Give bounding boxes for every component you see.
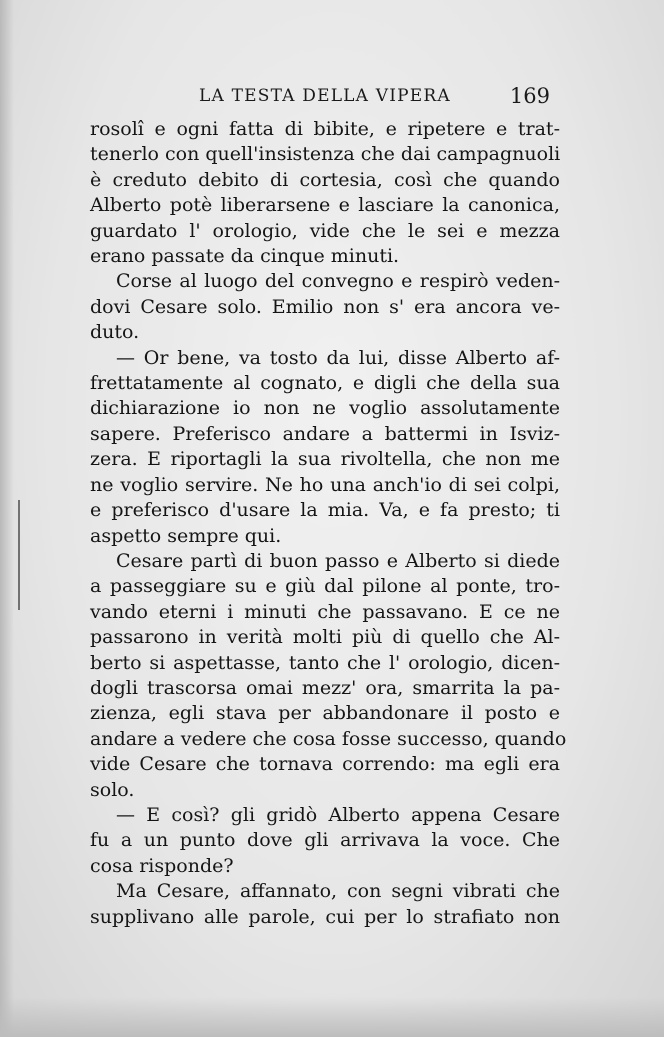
text-line: cosa risponde?: [90, 854, 234, 877]
text-line: Ma Cesare, affannato, con segni vibrati che: [116, 880, 560, 903]
text-line: è creduto debito di cortesia, così che quando: [90, 168, 560, 191]
text-line: guardato l' orologio, vide che le sei e mezza: [90, 219, 560, 242]
text-line: dichiarazione io non ne voglio assolutamente: [90, 397, 560, 420]
text-line: Cesare partì di buon passo e Alberto si diede: [116, 549, 560, 572]
text-line: frettatamente al cognato, e digli che della sua: [90, 372, 560, 395]
text-line: Alberto potè liberarsene e lasciare la canonica,: [90, 194, 560, 217]
text-line: — Or bene, va tosto da lui, disse Alberto af-: [116, 346, 560, 369]
page-shadow-left: [0, 0, 14, 1037]
text-line: dogli trascorsa omai mezz' ora, smarrita la pa-: [90, 676, 560, 699]
body-text: [90, 117, 567, 930]
text-line: rosolî e ogni fatta di bibite, e ripetere e trat-: [90, 118, 560, 140]
text-line: zera. E riportagli la sua rivoltella, che non me: [90, 448, 560, 471]
text-line: sapere. Preferisco andare a battermi in Isviz-: [90, 422, 560, 445]
text-line: e preferisco d'usare la mia. Va, e fa presto; ti: [90, 499, 560, 522]
text-line: zienza, egli stava per abbandonare il posto e: [90, 702, 560, 725]
text-line: berto si aspettasse, tanto che l' orologio, dicen-: [90, 651, 560, 674]
text-line: solo.: [90, 778, 135, 801]
text-line: passarono in verità molti più di quello che Al-: [90, 626, 560, 649]
text-line: a passeggiare su e giù dal pilone al ponte, tro-: [90, 575, 560, 598]
text-line: ne voglio servire. Ne ho una anch'io di sei colpi,: [90, 473, 560, 496]
text-line: aspetto sempre qui.: [90, 524, 282, 547]
page-shadow-bottom: [0, 997, 664, 1037]
text-line: dovi Cesare solo. Emilio non s' era ancora ve-: [90, 295, 560, 318]
text-line: supplivano alle parole, cui per lo strafiato non: [90, 905, 560, 928]
running-head: LA TESTA DELLA VIPERA: [199, 86, 451, 106]
text-line: vide Cesare che tornava correndo: ma egli era: [90, 753, 560, 776]
text-line: duto.: [90, 321, 140, 344]
text-line: — E così? gli gridò Alberto appena Cesare: [116, 803, 560, 826]
text-line: andare a vedere che cosa fosse successo, quando: [90, 727, 567, 750]
margin-pencil-mark: [18, 500, 20, 610]
text-line: tenerlo con quell'insistenza che dai campagnuoli: [90, 143, 561, 166]
text-line: Corse al luogo del convegno e respirò veden-: [116, 270, 560, 293]
text-line: fu a un punto dove gli arrivava la voce. Che: [90, 829, 560, 852]
text-line: vando eterni i minuti che passavano. E ce ne: [90, 600, 560, 623]
page-number: 169: [509, 84, 550, 108]
page-header: [90, 84, 560, 112]
text-line: erano passate da cinque minuti.: [90, 245, 400, 268]
